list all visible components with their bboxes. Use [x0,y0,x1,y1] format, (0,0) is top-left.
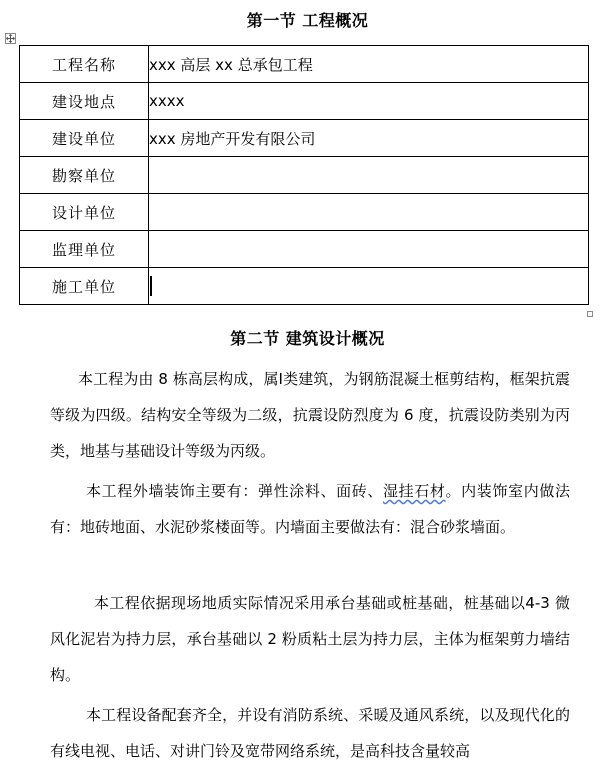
row-label: 工程名称 [20,46,149,83]
row-value[interactable] [149,231,589,268]
row-label: 建设单位 [20,120,149,157]
paragraph-structure: 本工程为由 8 栋高层构成，属Ⅰ类建筑，为钢筋混凝土框剪结构，框架抗震等级为四级。结构安全等级为二级，抗震设防烈度为 6 度，抗震设防类别为丙类，地基与基础设计等级为丙级。 [50,370,570,460]
paragraph-decoration [50,473,570,545]
paragraph-equipment: 本工程设备配套齐全，并设有消防系统、采暖及通风系统，以及现代化的有线电视、电话、对讲门铃及宽带网络系统，是高科技含量较高 [50,706,570,760]
table-row [20,268,589,305]
row-value[interactable] [149,157,589,194]
table-row [20,46,589,83]
row-label: 监理单位 [20,231,149,268]
paragraph-foundation: 本工程依据现场地质实际情况采用承台基础或桩基础，桩基础以4-3 微风化泥岩为持力层，承台基础以 2 粉质粘土层为持力层，主体为框架剪力墙结构。 [50,594,570,684]
project-info-table [19,45,589,305]
paragraph-text: 本工程外墙装饰主要有：弹性涂料、面砖、 [86,482,384,500]
row-label: 勘察单位 [20,157,149,194]
row-value[interactable]: xxxx [149,83,589,120]
row-label: 设计单位 [20,194,149,231]
table-row [20,194,589,231]
section-2-title: 第二节 建筑设计概况 [230,329,385,348]
row-value[interactable]: xxx 高层 xx 总承包工程 [149,46,589,83]
table-resize-handle[interactable] [587,311,593,317]
section-1-title: 第一节 工程概况 [246,11,369,30]
row-label: 施工单位 [20,268,149,305]
text-cursor [150,276,152,296]
table-row [20,120,589,157]
row-label: 建设地点 [20,83,149,120]
table-row [20,157,589,194]
spellcheck-flagged-text[interactable]: 湿挂石材 [383,482,446,500]
table-move-handle-icon[interactable] [5,33,16,44]
table-row [20,83,589,120]
row-value[interactable] [149,194,589,231]
row-value[interactable]: xxx 房地产开发有限公司 [149,120,589,157]
paragraph-text: 。内装饰室内做法有：地砖地面、水泥砂浆楼面等。内墙面主要做法有：混合砂浆墙面。 [50,482,570,536]
table-row [20,231,589,268]
row-value-active[interactable] [149,268,589,305]
